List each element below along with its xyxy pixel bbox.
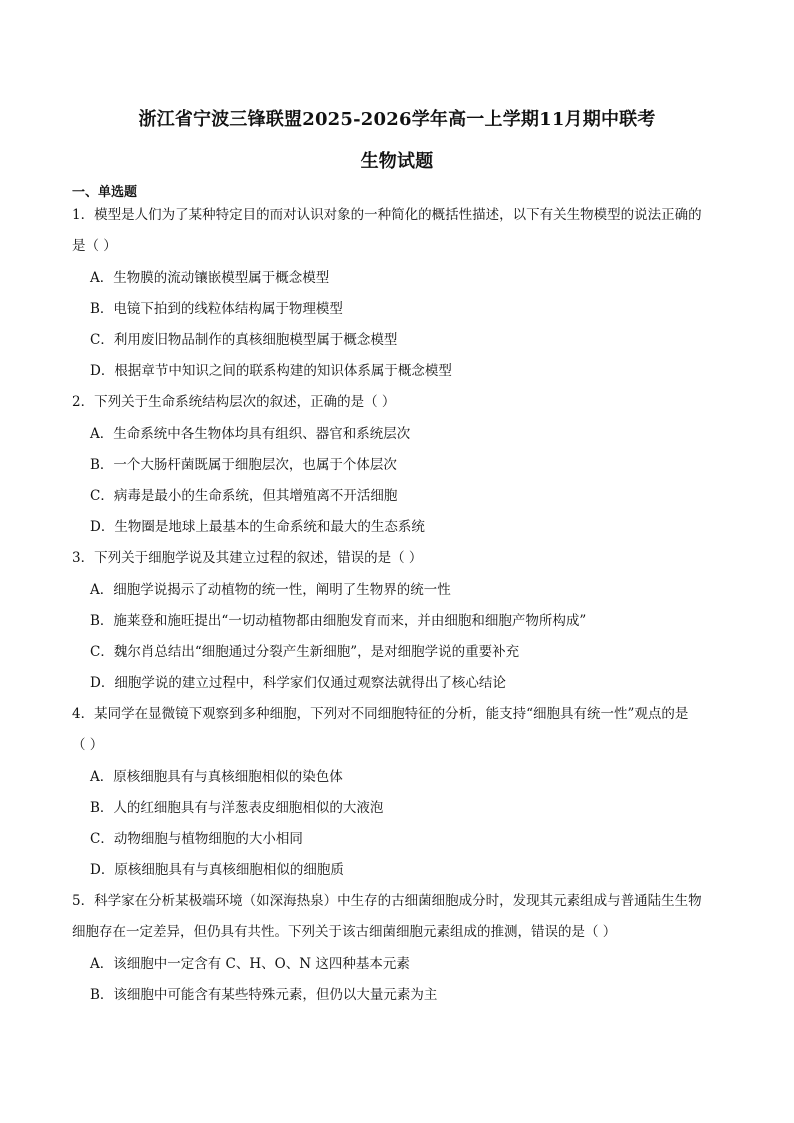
question-5-line-1: 5．科学家在分析某极端环境（如深海热泉）中生存的古细菌细胞成分时，发现其元素组成与普通陆生生物: [72, 893, 702, 909]
exam-subtitle: 生物试题: [360, 151, 434, 172]
section-heading: 一、单选题: [72, 185, 138, 200]
question-1-option-a: A．生物膜的流动镶嵌模型属于概念模型: [90, 270, 330, 286]
question-2-option-c: C．病毒是最小的生命系统，但其增殖离不开活细胞: [90, 488, 398, 504]
question-2-line-1: 2．下列关于生命系统结构层次的叙述，正确的是（ ）: [72, 394, 396, 410]
question-4-option-c: C．动物细胞与植物细胞的大小相同: [90, 831, 303, 847]
question-3-option-a: A．细胞学说揭示了动植物的统一性，阐明了生物界的统一性: [90, 582, 451, 598]
question-2-option-a: A．生命系统中各生物体均具有组织、器官和系统层次: [90, 426, 411, 442]
question-1-option-c: C．利用废旧物品制作的真核细胞模型属于概念模型: [90, 332, 398, 348]
question-4-option-a: A．原核细胞具有与真核细胞相似的染色体: [90, 769, 343, 785]
question-1-line-2: 是（ ）: [72, 238, 117, 254]
question-5-option-a: A．该细胞中一定含有 C、H、O、N 这四种基本元素: [90, 956, 410, 972]
question-4-line-1: 4．某同学在显微镜下观察到多种细胞，下列对不同细胞特征的分析，能支持“细胞具有统一性”观点的是: [72, 706, 689, 722]
question-3-option-b: B．施莱登和施旺提出“一切动植物都由细胞发育而来，并由细胞和细胞产物所构成”: [90, 613, 587, 629]
question-5-line-2: 细胞存在一定差异，但仍具有共性。下列关于该古细菌细胞元素组成的推测，错误的是（ ）: [72, 924, 617, 940]
question-2-option-b: B．一个大肠杆菌既属于细胞层次，也属于个体层次: [90, 457, 397, 473]
question-1-option-d: D．根据章节中知识之间的联系构建的知识体系属于概念模型: [90, 363, 452, 379]
exam-title: 浙江省宁波三锋联盟2025-2026学年高一上学期11月期中联考: [138, 109, 656, 130]
question-1-line-1: 1．模型是人们为了某种特定目的而对认识对象的一种简化的概括性描述，以下有关生物模型的说法正确的: [72, 207, 702, 223]
question-4-option-b: B．人的红细胞具有与洋葱表皮细胞相似的大液泡: [90, 800, 384, 816]
question-1-option-b: B．电镜下拍到的线粒体结构属于物理模型: [90, 301, 343, 317]
question-4-line-2: （ ）: [72, 737, 104, 753]
question-4-option-d: D．原核细胞具有与真核细胞相似的细胞质: [90, 862, 344, 878]
question-5-option-b: B．该细胞中可能含有某些特殊元素，但仍以大量元素为主: [90, 987, 438, 1003]
question-3-option-c: C．魏尔肖总结出“细胞通过分裂产生新细胞”，是对细胞学说的重要补充: [90, 644, 520, 660]
question-2-option-d: D．生物圈是地球上最基本的生命系统和最大的生态系统: [90, 519, 425, 535]
question-3-option-d: D．细胞学说的建立过程中，科学家们仅通过观察法就得出了核心结论: [90, 675, 506, 691]
question-3-line-1: 3．下列关于细胞学说及其建立过程的叙述，错误的是（ ）: [72, 550, 423, 566]
